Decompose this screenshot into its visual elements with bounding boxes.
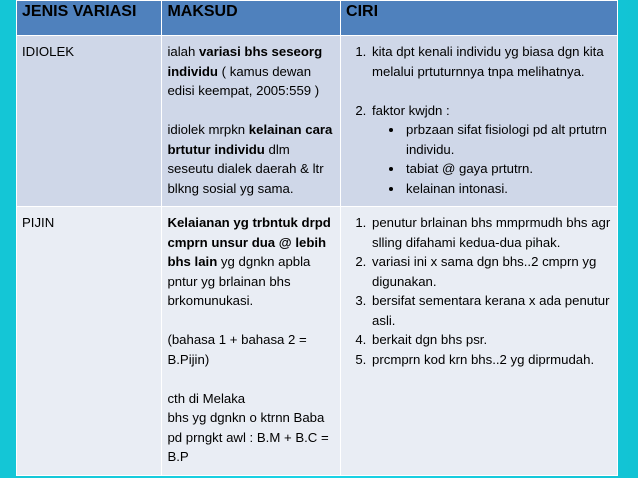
list-item — [370, 101, 612, 199]
cell-maksud — [162, 36, 341, 207]
header-maksud: MAKSUD — [162, 1, 341, 36]
bold-text: Kelaianan yg trbntuk drpd cmprn unsur dua @ lebih bhs lain — [167, 215, 331, 269]
cell-ciri — [341, 207, 618, 476]
maksud-paragraph — [167, 42, 335, 101]
header-jenis-variasi: JENIS VARIASI — [17, 1, 162, 36]
header-ciri: CIRI — [341, 1, 618, 36]
cell-maksud — [162, 207, 341, 476]
table-row-pijin — [17, 207, 618, 476]
list-item: 3. bersifat sementara kerana x ada penutur asli. — [370, 291, 612, 330]
list-item: 2. variasi ini x sama dgn bhs..2 cmprn yg digunakan. — [370, 252, 612, 291]
sub-list-item: • kelainan intonasi. — [404, 179, 612, 199]
variation-table — [16, 0, 618, 476]
text: idiolek mrpkn — [167, 122, 249, 137]
text: ( kamus dewan edisi keempat, 2005:559 ) — [167, 63, 320, 98]
list-item — [370, 42, 612, 81]
list-item-text: kita dpt kenali individu yg biasa dgn kita melalui prtuturnnya tnpa melihatnya. — [372, 44, 604, 79]
sub-list — [372, 120, 612, 198]
cell-type: PIJIN — [17, 207, 162, 476]
bold-text: kelainan cara brtutur individu — [167, 122, 333, 157]
sub-list-item: • tabiat @ gaya prtutrn. — [404, 159, 612, 179]
header-row — [17, 1, 618, 36]
maksud-paragraph: bhs yg dgnkn o ktrnn Baba pd prngkt awl : B.M + B.C = B.P — [167, 410, 329, 464]
cell-ciri — [341, 36, 618, 207]
maksud-paragraph: (bahasa 1 + bahasa 2 = B.Pijin) — [167, 332, 307, 367]
text: dlm seseutu dialek daerah & ltr blkng sosial yg sama. — [167, 141, 324, 196]
ciri-list — [346, 213, 612, 369]
table-row-idiolek — [17, 36, 618, 207]
sub-list-item: • prbzaan sifat fisiologi pd alt prtutrn individu. — [404, 120, 612, 159]
maksud-paragraph: cth di Melaka — [167, 390, 246, 406]
list-item: 1. penutur brlainan bhs mmprmudh bhs agr slling difahami kedua-dua pihak. — [370, 213, 612, 252]
maksud-paragraph — [167, 213, 335, 311]
slide — [16, 0, 618, 478]
text: ialah — [167, 44, 199, 59]
cell-type: IDIOLEK — [17, 36, 162, 207]
text: yg dgnkn apbla pntur yg brlainan bhs brkomunukasi. — [167, 254, 311, 308]
list-item: 4. berkait dgn bhs psr. — [370, 330, 612, 350]
ciri-list — [346, 42, 612, 198]
list-item-text: faktor kwjdn : — [372, 102, 450, 118]
bold-text: variasi bhs seseorg individu — [167, 44, 323, 79]
maksud-paragraph — [167, 120, 335, 198]
list-item: 5. prcmprn kod krn bhs..2 yg diprmudah. — [370, 350, 612, 370]
